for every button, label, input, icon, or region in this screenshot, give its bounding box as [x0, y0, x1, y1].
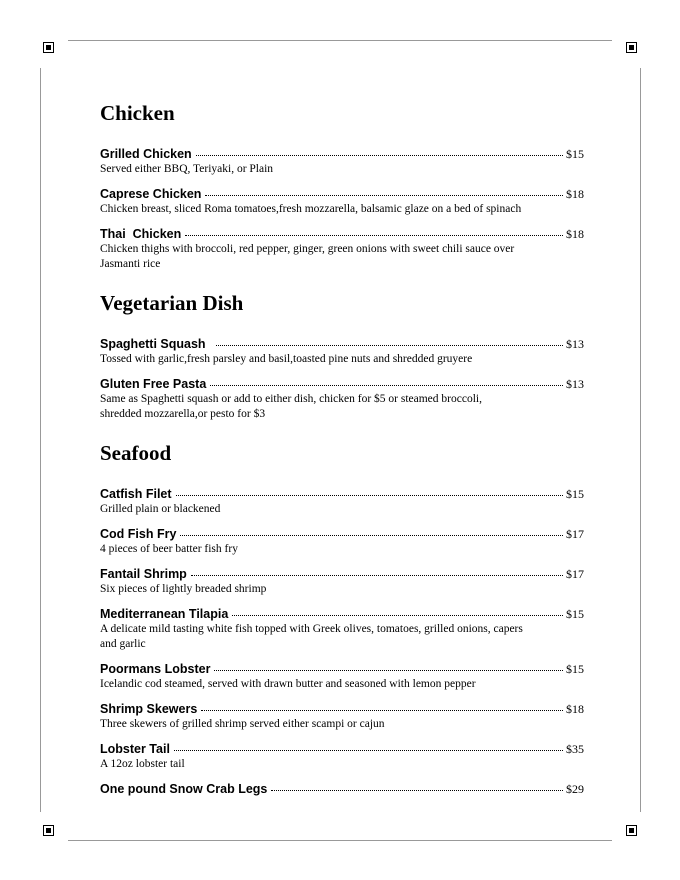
item-price: $13 [566, 377, 584, 391]
dot-leader [214, 669, 563, 671]
item-price: $18 [566, 702, 584, 716]
item-description: Same as Spaghetti squash or add to either dish, chicken for $5 or steamed broccoli, shredded mozzarella,or pesto for $3 [100, 393, 482, 420]
item-name: Lobster Tail [100, 742, 170, 756]
item-name: Thai Chicken [100, 227, 182, 241]
item-name: Gluten Free Pasta [100, 377, 207, 391]
section-chicken [100, 100, 584, 272]
item-description: Served either BBQ, Teriyaki, or Plain [100, 163, 274, 175]
item-description: Grilled plain or blackened [100, 503, 221, 515]
item-description: Six pieces of lightly breaded shrimp [100, 583, 267, 595]
menu-item [100, 606, 584, 652]
item-name: Cod Fish Fry [100, 527, 177, 541]
item-description: Three skewers of grilled shrimp served either scampi or cajun [100, 718, 385, 730]
section-title: Seafood [100, 441, 172, 465]
menu-item [100, 486, 584, 517]
item-price: $35 [566, 742, 584, 756]
dot-leader [205, 194, 563, 196]
dot-leader [176, 494, 563, 496]
crop-mark-bottom-right [626, 825, 637, 836]
menu-item [100, 741, 584, 772]
menu-item [100, 186, 584, 217]
menu-item [100, 336, 584, 367]
menu-item [100, 146, 584, 177]
item-name: Fantail Shrimp [100, 567, 187, 581]
item-description: 4 pieces of beer batter fish fry [100, 543, 238, 555]
dot-leader [216, 344, 563, 346]
item-name: Caprese Chicken [100, 187, 202, 201]
item-name: Catfish Filet [100, 487, 172, 501]
dot-leader [174, 749, 563, 751]
dot-leader [185, 234, 563, 236]
item-price: $15 [566, 607, 584, 621]
item-name: Poormans Lobster [100, 662, 211, 676]
item-name: Mediterranean Tilapia [100, 607, 229, 621]
item-price: $15 [566, 487, 584, 501]
dot-leader [191, 574, 563, 576]
item-price: $29 [566, 782, 584, 796]
item-name: Shrimp Skewers [100, 702, 198, 716]
menu-item [100, 781, 584, 797]
item-price: $17 [566, 567, 584, 581]
menu-item [100, 566, 584, 597]
menu-item [100, 376, 584, 422]
frame-top [68, 40, 612, 41]
item-price: $15 [566, 147, 584, 161]
item-price: $18 [566, 227, 584, 241]
item-description: Icelandic cod steamed, served with drawn butter and seasoned with lemon pepper [100, 678, 476, 690]
item-price: $17 [566, 527, 584, 541]
menu-page [100, 100, 584, 806]
item-description: Chicken thighs with broccoli, red pepper, ginger, green onions with sweet chili sauce over Jasmanti rice [100, 243, 515, 270]
item-name: Spaghetti Squash [100, 337, 206, 351]
crop-mark-bottom-left [43, 825, 54, 836]
crop-mark-top-left [43, 42, 54, 53]
item-price: $13 [566, 337, 584, 351]
item-description: A delicate mild tasting white fish topped with Greek olives, tomatoes, grilled onions, capers and garlic [100, 623, 523, 650]
item-name: One pound Snow Crab Legs [100, 782, 268, 796]
item-name: Grilled Chicken [100, 147, 192, 161]
menu-item [100, 701, 584, 732]
dot-leader [196, 154, 563, 156]
frame-bottom [68, 840, 612, 841]
section-seafood [100, 440, 584, 797]
frame-right [640, 68, 641, 812]
item-description: Chicken breast, sliced Roma tomatoes,fresh mozzarella, balsamic glaze on a bed of spinach [100, 203, 522, 215]
item-price: $18 [566, 187, 584, 201]
dot-leader [210, 384, 563, 386]
dot-leader [271, 789, 563, 791]
item-description: Tossed with garlic,fresh parsley and basil,toasted pine nuts and shredded gruyere [100, 353, 473, 365]
item-price: $15 [566, 662, 584, 676]
menu-item [100, 226, 584, 272]
section-vegetarian [100, 290, 584, 422]
menu-item [100, 661, 584, 692]
frame-left [40, 68, 41, 812]
menu-item [100, 526, 584, 557]
section-title: Vegetarian Dish [100, 291, 244, 315]
section-title: Chicken [100, 101, 175, 125]
crop-mark-top-right [626, 42, 637, 53]
item-description: A 12oz lobster tail [100, 758, 185, 770]
dot-leader [232, 614, 563, 616]
dot-leader [201, 709, 563, 711]
dot-leader [180, 534, 563, 536]
